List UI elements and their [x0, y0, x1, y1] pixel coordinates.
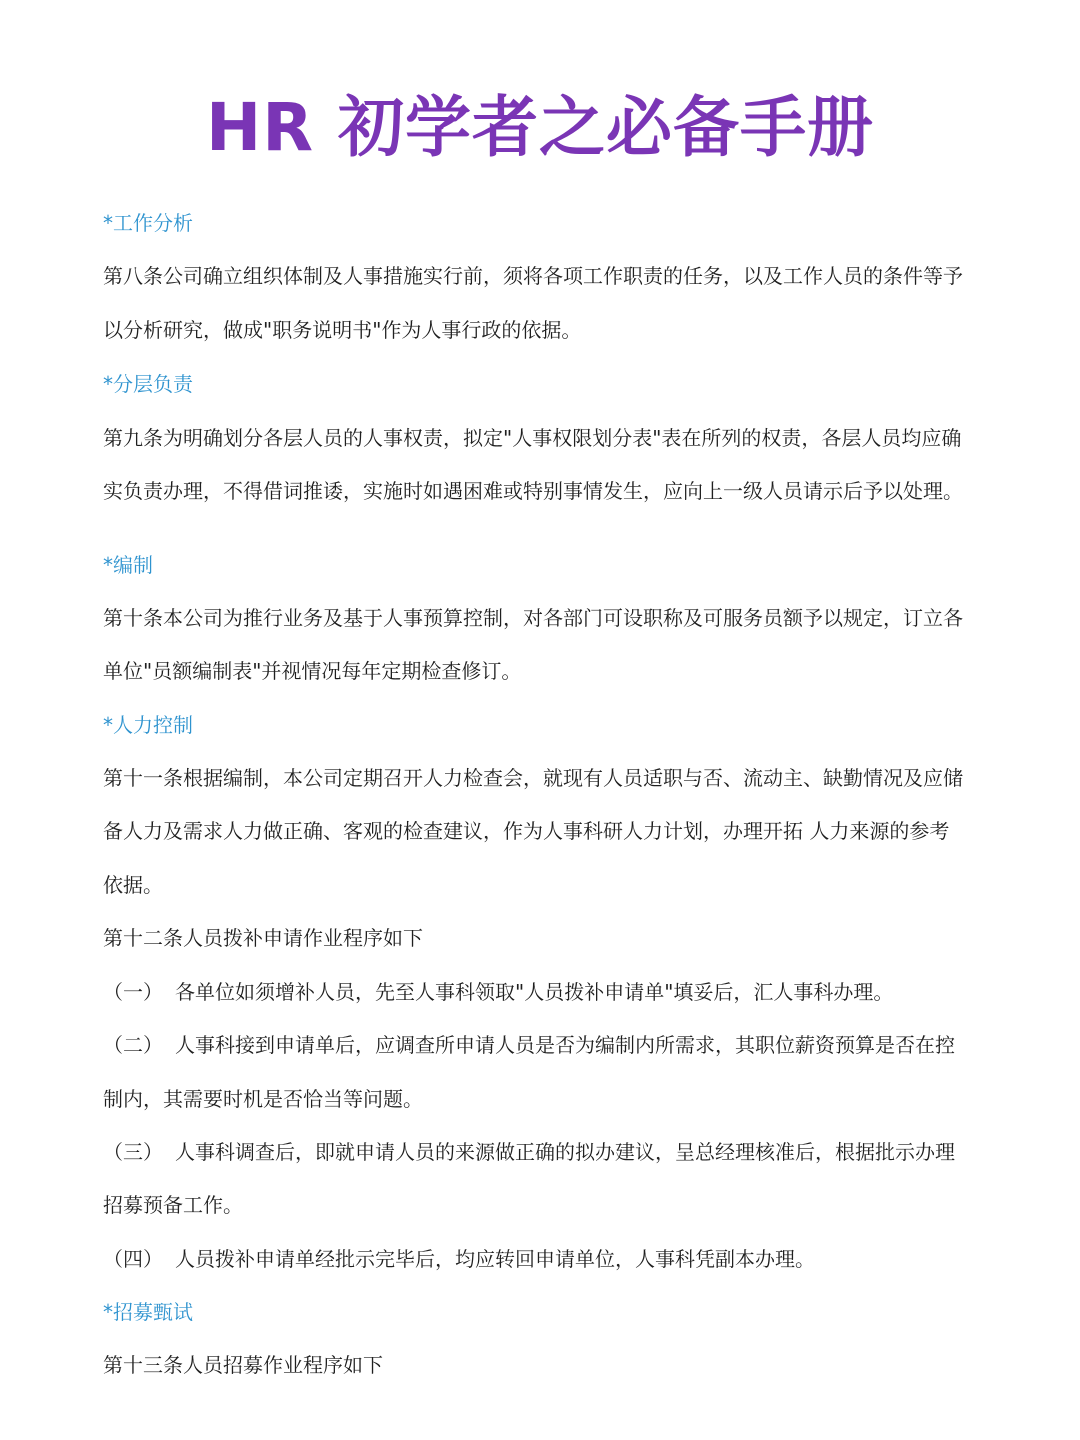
paragraph-line: 备人力及需求人力做正确、客观的检查建议，作为人事科研人力计划，办理开拓 人力来源的参考 — [103, 819, 950, 843]
list-item-text: 人事科调查后，即就申请人员的来源做正确的拟办建议，呈总经理核准后，根据批示办理 — [175, 1140, 955, 1164]
list-item-marker: （三） — [103, 1140, 163, 1164]
section-heading-staffing: *编制 — [103, 553, 153, 577]
paragraph-line: 第八条公司确立组织体制及人事措施实行前，须将各项工作职责的任务，以及工作人员的条件等予 — [103, 264, 963, 288]
section-heading-manpower-control: *人力控制 — [103, 713, 193, 737]
list-item-text: 人员拨补申请单经批示完毕后，均应转回申请单位，人事科凭副本办理。 — [175, 1247, 815, 1271]
paragraph-line: 实负责办理，不得借词推诿，实施时如遇困难或特别事情发生，应向上一级人员请示后予以处理。 — [103, 479, 963, 503]
page-title: HR 初学者之必备手册 — [205, 89, 875, 166]
list-item-marker: （四） — [103, 1247, 163, 1271]
paragraph-line: 第十条本公司为推行业务及基于人事预算控制，对各部门可设职称及可服务员额予以规定，订立各 — [103, 606, 963, 630]
paragraph-line: 第十一条根据编制，本公司定期召开人力检查会，就现有人员适职与否、流动主、缺勤情况及应储 — [103, 766, 963, 790]
list-item — [103, 1138, 983, 1166]
list-item-text: 人事科接到申请单后，应调查所申请人员是否为编制内所需求，其职位薪资预算是否在控 — [175, 1033, 955, 1057]
list-item-marker: （二） — [103, 1033, 163, 1057]
paragraph-line: 第九条为明确划分各层人员的人事权责，拟定"人事权限划分表"表在所列的权责，各层人员均应确 — [103, 426, 962, 450]
paragraph-line: 单位"员额编制表"并视情况每年定期检查修订。 — [103, 659, 522, 683]
list-item-continuation: 制内，其需要时机是否恰当等问题。 — [103, 1087, 423, 1111]
section-heading-recruitment: *招募甄试 — [103, 1300, 193, 1324]
list-item — [103, 978, 983, 1006]
list-item — [103, 1031, 983, 1059]
section-heading-job-analysis: *工作分析 — [103, 211, 193, 235]
list-item-continuation: 招募预备工作。 — [103, 1193, 243, 1217]
section-heading-layered-responsibility: *分层负责 — [103, 372, 193, 396]
paragraph-line: 依据。 — [103, 873, 163, 897]
paragraph-line: 以分析研究，做成"职务说明书"作为人事行政的依据。 — [103, 318, 582, 342]
paragraph-line: 第十三条人员招募作业程序如下 — [103, 1353, 383, 1377]
paragraph-line: 第十二条人员拨补申请作业程序如下 — [103, 926, 423, 950]
list-item — [103, 1245, 983, 1273]
list-item-marker: （一） — [103, 980, 163, 1004]
list-item-text: 各单位如须增补人员，先至人事科领取"人员拨补申请单"填妥后，汇人事科办理。 — [175, 980, 894, 1004]
